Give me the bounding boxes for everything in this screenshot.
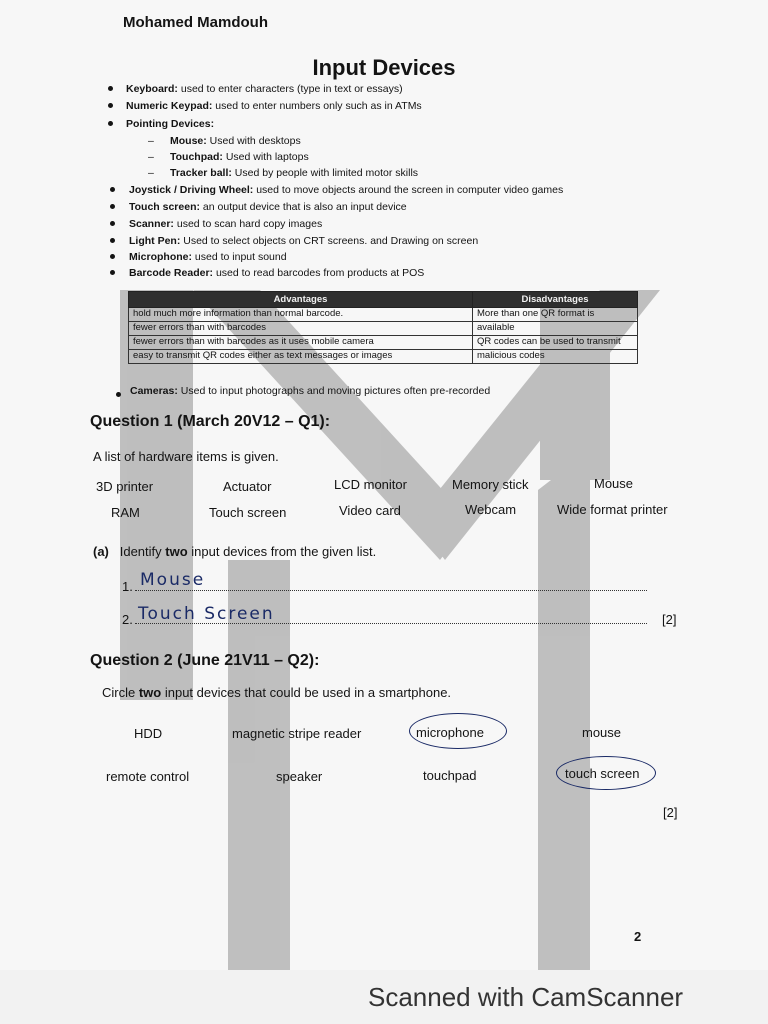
list-item: [170, 151, 309, 163]
dash: –: [148, 167, 154, 179]
bullet-dot: [110, 254, 115, 259]
answer-circle: [409, 713, 507, 749]
device-desc: Used by people with limited motor skills: [234, 167, 419, 179]
list-item: [126, 100, 422, 112]
bullet-dot: [108, 103, 113, 108]
bullet-dot: [108, 86, 113, 91]
handwritten-answer: Touch Screen: [138, 604, 275, 624]
hardware-item: LCD monitor: [334, 477, 407, 492]
bullet-dot: [108, 121, 113, 126]
device-option: touchpad: [423, 768, 477, 783]
answer-circle: [556, 756, 656, 790]
device-option: touch screen: [565, 766, 640, 781]
device-option: magnetic stripe reader: [232, 726, 362, 741]
device-name: Mouse:: [170, 135, 207, 147]
device-name: Cameras:: [130, 385, 178, 397]
intro-emphasis: two: [138, 685, 162, 700]
dash: –: [148, 135, 154, 147]
table-cell: available: [473, 322, 638, 336]
list-item: [129, 201, 407, 213]
bullet-dot: [116, 392, 121, 397]
hardware-item: Wide format printer: [557, 502, 668, 517]
question-2-heading: Question 2 (June 21V11 – Q2):: [90, 652, 320, 669]
list-item: [129, 218, 322, 230]
device-desc: used to scan hard copy images: [176, 218, 323, 230]
table-cell: malicious codes: [473, 350, 638, 364]
device-name: Light Pen:: [129, 235, 181, 247]
qr-code-table: [128, 291, 638, 364]
hardware-item: 3D printer: [96, 479, 154, 494]
list-item: [129, 251, 287, 263]
device-desc: used to enter characters (type in text or essays): [180, 83, 403, 95]
device-name: Touchpad:: [170, 151, 223, 163]
bullet-dot: [110, 187, 115, 192]
question-1-heading: Question 1 (March 20V12 – Q1):: [90, 413, 331, 430]
question-2-intro: [102, 685, 451, 700]
hardware-item: Memory stick: [452, 477, 529, 492]
list-item: [129, 267, 424, 279]
hardware-item: Mouse: [594, 476, 634, 491]
device-option: microphone: [416, 725, 484, 740]
part-text: Identify: [119, 544, 166, 559]
scanner-watermark-text: Scanned with CamScanner: [368, 982, 684, 1012]
table-cell: QR codes can be used to transmit: [473, 336, 638, 350]
device-option: speaker: [276, 769, 323, 784]
list-item: [126, 118, 214, 130]
part-text: input devices from the given list.: [187, 544, 377, 559]
bullet-dot: [110, 204, 115, 209]
bullet-dot: [110, 238, 115, 243]
device-desc: Used to select objects on CRT screens. and Drawing on screen: [183, 235, 479, 247]
part-emphasis: two: [165, 544, 188, 559]
device-desc: used to input sound: [194, 251, 287, 263]
list-item: [126, 83, 403, 95]
list-item: [129, 235, 478, 247]
hardware-item: Actuator: [223, 479, 272, 494]
device-name: Barcode Reader:: [129, 267, 214, 279]
marks: [2]: [662, 612, 677, 627]
table-cell: More than one QR format is: [473, 308, 638, 322]
list-item: [170, 135, 301, 147]
table-cell: fewer errors than with barcodes as it uses mobile camera: [129, 336, 473, 350]
dash: –: [148, 151, 154, 163]
intro-text: input devices that could be used in a smartphone.: [161, 685, 452, 700]
answer-number: 1.: [122, 579, 133, 594]
device-desc: an output device that is also an input device: [202, 201, 407, 213]
table-cell: easy to transmit QR codes either as text messages or images: [129, 350, 473, 364]
device-name: Microphone:: [129, 251, 192, 263]
device-name: Joystick / Driving Wheel:: [129, 184, 254, 196]
device-name: Touch screen:: [129, 201, 200, 213]
question-1-part-a: [93, 544, 376, 559]
device-desc: used to move objects around the screen in computer video games: [256, 184, 564, 196]
bullet-dot: [110, 270, 115, 275]
device-name: Scanner:: [129, 218, 174, 230]
device-name: Tracker ball:: [170, 167, 232, 179]
part-label: (a): [93, 544, 109, 559]
device-desc: used to enter numbers only such as in ATMs: [215, 100, 422, 112]
hardware-item: Touch screen: [209, 505, 287, 520]
device-option: remote control: [106, 769, 190, 784]
device-desc: used to read barcodes from products at POS: [215, 267, 425, 279]
list-item: [129, 184, 563, 196]
list-item: [130, 385, 490, 397]
answer-number: 2.: [122, 612, 133, 627]
disadvantages-header: Disadvantages: [473, 292, 638, 308]
device-desc: Used with desktops: [209, 135, 301, 147]
page-number: 2: [634, 929, 642, 944]
device-name: Pointing Devices:: [126, 118, 215, 130]
device-option: mouse: [582, 725, 622, 740]
hardware-item: Webcam: [465, 502, 517, 517]
device-name: Numeric Keypad:: [126, 100, 213, 112]
answer-line: [135, 590, 647, 591]
list-item: [170, 167, 418, 179]
table-cell: hold much more information than normal barcode.: [129, 308, 473, 322]
author-name: Mohamed Mamdouh: [123, 14, 268, 31]
page-title: Input Devices: [312, 55, 456, 80]
table-cell: fewer errors than with barcodes: [129, 322, 473, 336]
device-option: HDD: [134, 726, 163, 741]
marks: [2]: [663, 805, 678, 820]
device-desc: Used to input photographs and moving pictures often pre-recorded: [180, 385, 491, 397]
handwritten-answer: Mouse: [140, 570, 206, 590]
hardware-item: Video card: [339, 503, 401, 518]
bullet-dot: [110, 221, 115, 226]
hardware-item: RAM: [111, 505, 140, 520]
question-1-intro: A list of hardware items is given.: [93, 449, 279, 464]
device-desc: Used with laptops: [225, 151, 309, 163]
advantages-header: Advantages: [129, 292, 473, 308]
device-name: Keyboard:: [126, 83, 178, 95]
intro-text: Circle: [102, 685, 139, 700]
